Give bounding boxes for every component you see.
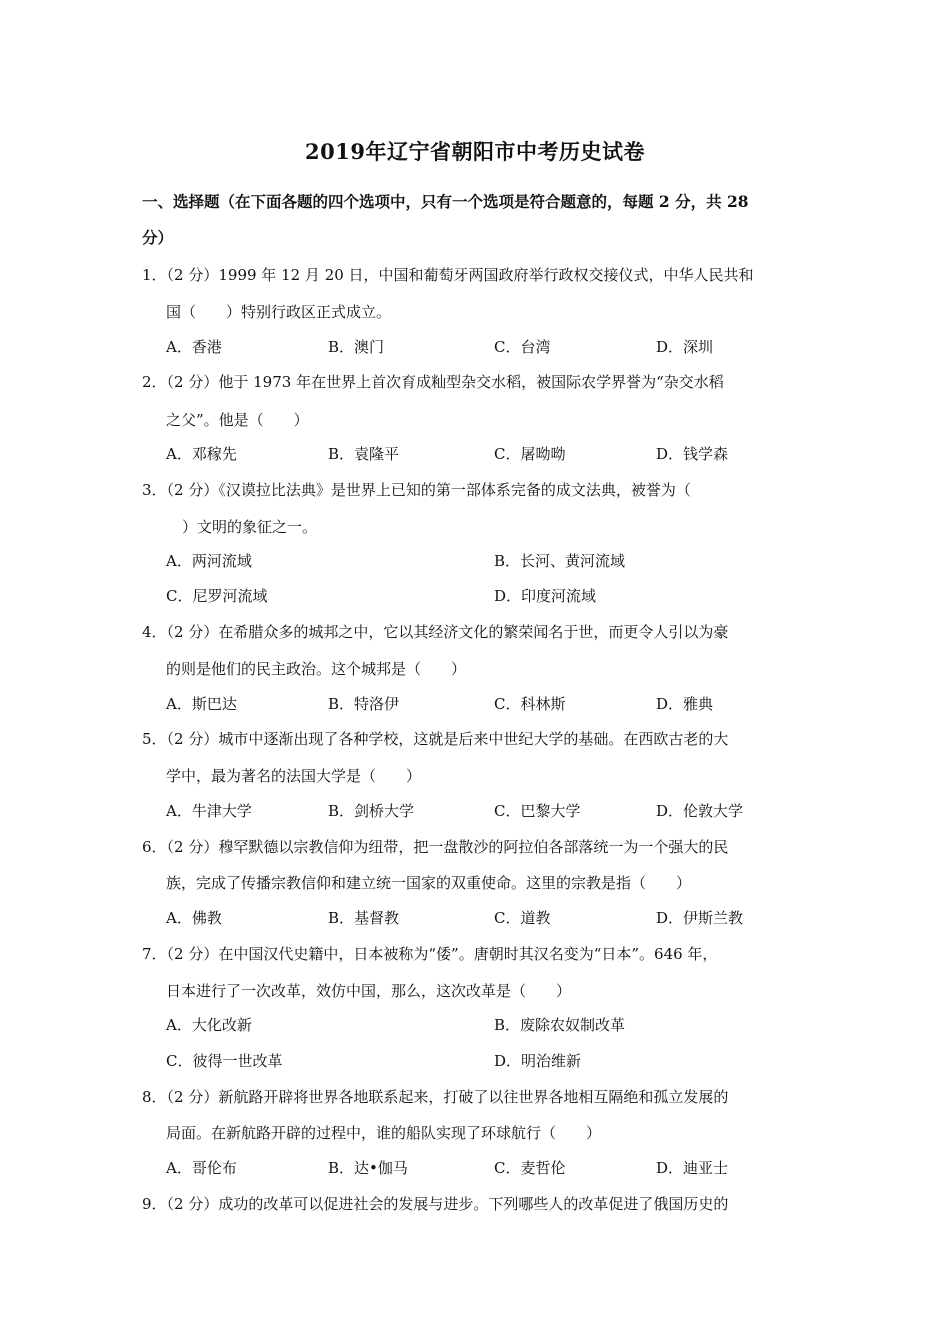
question-1-option-c: C．台湾 [494, 338, 551, 356]
question-4-option-a: A．斯巴达 [166, 695, 237, 713]
section-heading-line-2: 分） [142, 228, 174, 247]
question-2-line-2: 之父”。他是（ ） [166, 411, 309, 429]
page-title: 2019年辽宁省朝阳市中考历史试卷 [305, 139, 645, 164]
question-8-option-b: B．达•伽马 [328, 1159, 408, 1177]
question-1-option-a: A．香港 [166, 338, 222, 356]
question-4-option-b: B．特洛伊 [328, 695, 400, 713]
question-7-line-2: 日本进行了一次改革，效仿中国，那么，这次改革是（ ） [166, 982, 572, 1000]
question-3-option-a: A．两河流域 [166, 552, 252, 570]
question-7-option-c: C．彼得一世改革 [166, 1052, 283, 1070]
question-8-option-c: C．麦哲伦 [494, 1159, 566, 1177]
question-3-line-1: 3．（2 分）《汉谟拉比法典》是世界上已知的第一部体系完备的成文法典，被誉为（ [142, 481, 691, 499]
question-6-option-a: A．佛教 [166, 909, 222, 927]
question-8-option-a: A．哥伦布 [166, 1159, 237, 1177]
question-3-line-2: ）文明的象征之一。 [182, 518, 318, 536]
question-4-option-c: C．科林斯 [494, 695, 566, 713]
question-2-option-d: D．钱学森 [656, 445, 729, 463]
question-1-line-2: 国（ ）特别行政区正式成立。 [166, 303, 392, 321]
question-7-option-b: B．废除农奴制改革 [494, 1016, 626, 1034]
question-1-line-1: 1．（2 分）1999 年 12 月 20 日，中国和葡萄牙两国政府举行政权交接仪式，中华人民共和 [142, 266, 754, 284]
question-2-line-1: 2．（2 分）他于 1973 年在世界上首次育成籼型杂交水稻，被国际农学界誉为“杂交水稻 [142, 373, 724, 391]
question-4-line-2: 的则是他们的民主政治。这个城邦是（ ） [166, 660, 467, 678]
section-heading-line-1: 一、选择题（在下面各题的四个选项中，只有一个选项是符合题意的，每题 2 分，共 28 [142, 192, 749, 211]
question-1-option-d: D．深圳 [656, 338, 714, 356]
question-9-line-1: 9．（2 分）成功的改革可以促进社会的发展与进步。下列哪些人的改革促进了俄国历史的 [142, 1195, 729, 1213]
question-6-line-2: 族，完成了传播宗教信仰和建立统一国家的双重使命。这里的宗教是指（ ） [166, 874, 692, 892]
question-5-line-2: 学中，最为著名的法国大学是（ ） [166, 767, 422, 785]
question-6-option-b: B．基督教 [328, 909, 400, 927]
question-4-option-d: D．雅典 [656, 695, 714, 713]
question-6-option-c: C．道教 [494, 909, 551, 927]
question-2-option-b: B．袁隆平 [328, 445, 400, 463]
question-5-option-d: D．伦敦大学 [656, 802, 744, 820]
question-2-option-c: C．屠呦呦 [494, 445, 566, 463]
question-5-option-a: A．牛津大学 [166, 802, 252, 820]
question-7-line-1: 7．（2 分）在中国汉代史籍中，日本被称为“倭”。唐朝时其汉名变为“日本”。646 年， [142, 945, 718, 963]
question-8-line-2: 局面。在新航路开辟的过程中，谁的船队实现了环球航行（ ） [166, 1124, 602, 1142]
question-5-line-1: 5．（2 分）城市中逐渐出现了各种学校，这就是后来中世纪大学的基础。在西欧古老的大 [142, 730, 729, 748]
question-3-option-b: B．长河、黄河流域 [494, 552, 626, 570]
question-6-line-1: 6．（2 分）穆罕默德以宗教信仰为纽带，把一盘散沙的阿拉伯各部落统一为一个强大的民 [142, 838, 729, 856]
question-4-line-1: 4．（2 分）在希腊众多的城邦之中，它以其经济文化的繁荣闻名于世，而更令人引以为豪 [142, 623, 729, 641]
question-5-option-b: B．剑桥大学 [328, 802, 415, 820]
question-3-option-d: D．印度河流域 [494, 587, 597, 605]
question-3-option-c: C．尼罗河流域 [166, 587, 268, 605]
question-1-option-b: B．澳门 [328, 338, 385, 356]
question-2-option-a: A．邓稼先 [166, 445, 237, 463]
question-6-option-d: D．伊斯兰教 [656, 909, 744, 927]
question-8-option-d: D．迪亚士 [656, 1159, 729, 1177]
question-7-option-a: A．大化改新 [166, 1016, 252, 1034]
question-7-option-d: D．明治维新 [494, 1052, 582, 1070]
question-5-option-c: C．巴黎大学 [494, 802, 581, 820]
question-8-line-1: 8．（2 分）新航路开辟将世界各地联系起来，打破了以往世界各地相互隔绝和孤立发展的 [142, 1088, 729, 1106]
